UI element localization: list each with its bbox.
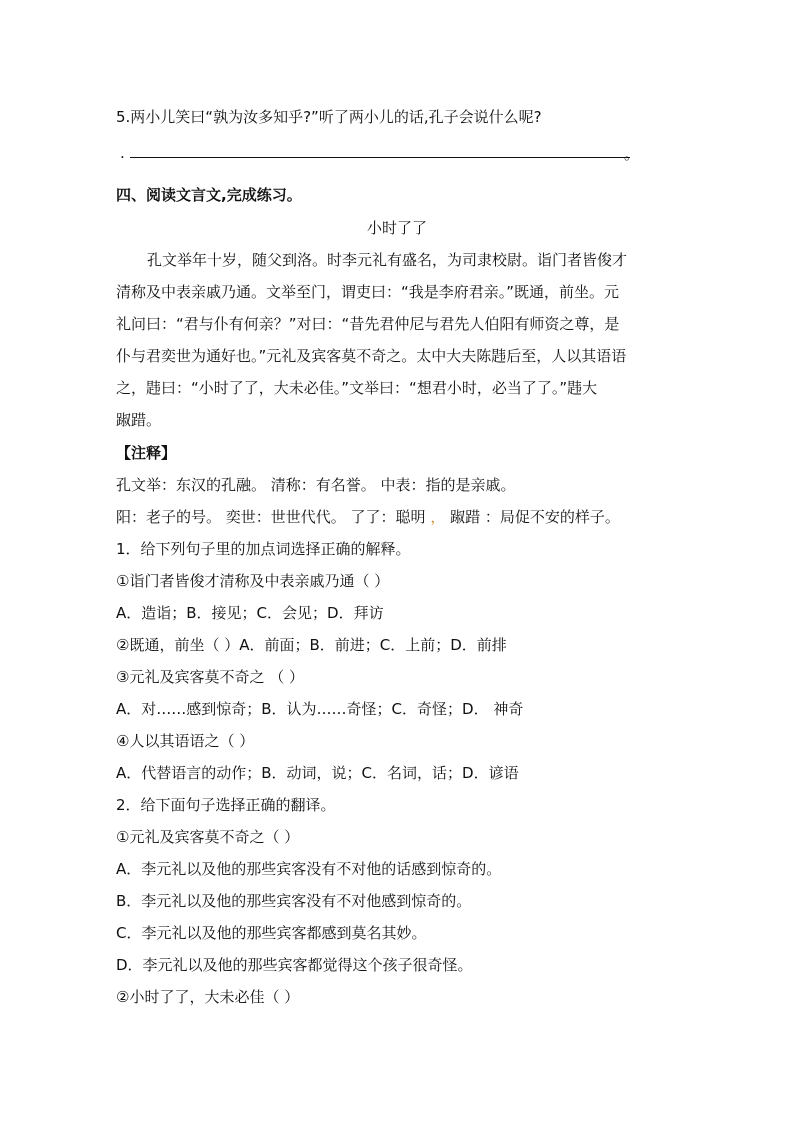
q1-item-2: ②既通，前坐（ ）A．前面；B．前进；C．上前；D．前排 (116, 636, 507, 654)
q2-option-b: B．李元礼以及他的那些宾客没有不对他感到惊奇的。 (116, 892, 472, 910)
notes-line-2-part-a: 阳：老子的号。 奕世：世世代代。 了了：聪明 (116, 508, 426, 526)
answer-underline (130, 157, 630, 158)
q1-item-4-options: A．代替语言的动作；B．动词，说；C．名词，话；D．谚语 (116, 764, 519, 782)
q2-option-c: C．李元礼以及他的那些宾客都感到莫名其妙。 (116, 924, 427, 942)
passage-line-1: 孔文举年十岁，随父到洛。时李元礼有盛名，为司隶校尉。诣门者皆俊才 (147, 251, 628, 269)
notes-line-2 (116, 507, 620, 527)
answer-prefix: . (120, 144, 125, 162)
q1-item-1: ①诣门者皆俊才清称及中表亲戚乃通（ ） (116, 572, 390, 590)
q1-stem: 1．给下列句子里的加点词选择正确的解释。 (116, 540, 411, 558)
q2-option-d: D．李元礼以及他的那些宾客都觉得这个孩子很奇怪。 (116, 956, 473, 974)
passage-line-5: 之，韪曰：“小时了了，大未必佳。”文举曰：“想君小时，必当了了。”韪大 (116, 379, 598, 397)
notes-separator: ， (430, 508, 446, 526)
passage-line-2: 清称及中表亲戚乃通。文举至门，谓吏曰：“我是李府君亲。”既通，前坐。元 (116, 283, 620, 301)
q2-stem: 2．给下面句子选择正确的翻译。 (116, 796, 336, 814)
notes-heading: 【注释】 (116, 444, 177, 462)
q1-item-3: ③元礼及宾客莫不奇之 （ ） (116, 668, 304, 686)
q2-item-2: ②小时了了，大未必佳（ ） (116, 988, 300, 1006)
passage-line-3: 礼问曰：“君与仆有何亲？”对曰：“昔先君仲尼与君先人伯阳有师资之尊，是 (116, 315, 620, 333)
q1-item-3-options: A．对……感到惊奇；B．认为……奇怪；C．奇怪；D． 神奇 (116, 700, 524, 718)
passage-line-4: 仆与君奕世为通好也。”元礼及宾客莫不奇之。太中大夫陈韪后至，人以其语语 (116, 347, 627, 365)
answer-blank[interactable] (116, 142, 646, 164)
section-4-heading: 四、阅读文言文,完成练习。 (116, 186, 302, 204)
notes-line-2-part-b: 踧踖 ：局促不安的样子。 (450, 508, 620, 526)
question-5-text: 5.两小儿笑曰“孰为汝多知乎?”听了两小儿的话,孔子会说什么呢? (116, 108, 542, 126)
q1-item-4: ④人以其语语之（ ） (116, 732, 255, 750)
passage-line-6: 踧踖。 (116, 411, 162, 429)
notes-line-1: 孔文举：东汉的孔融。 清称：有名誉。 中表：指的是亲戚。 (116, 476, 516, 494)
passage-title: 小时了了 (366, 219, 427, 237)
answer-suffix: 。 (624, 145, 640, 163)
q2-item-1: ①元礼及宾客莫不奇之（ ） (116, 828, 300, 846)
q1-item-1-options: A．造诣；B．接见；C．会见；D．拜访 (116, 604, 384, 622)
q2-option-a: A．李元礼以及他的那些宾客没有不对他的话感到惊奇的。 (116, 860, 502, 878)
